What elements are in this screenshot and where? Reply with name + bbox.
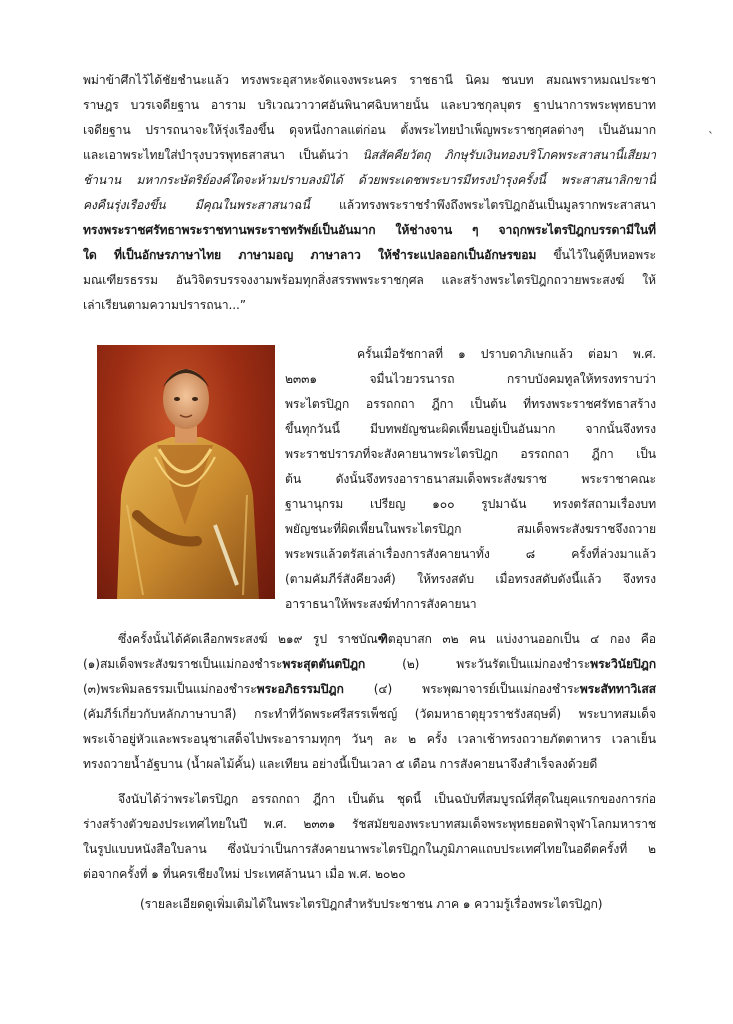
text-line: ๒๓๓๑ จมื่นไวยวรนารถ กราบบังคมทูลให้ทรงทราบว่า (285, 372, 656, 386)
text-segment: ตอุบาสก ๓๒ คน แบ่งงานออกเป็น ๔ กอง คือ (387, 632, 656, 646)
text-line (83, 247, 656, 263)
text-line: พม่าข้าศึกไว้ได้ชัยชำนะแล้ว ทรงพระอุสาหะจัดแจงพระนคร ราชธานี นิคม ชนบท สมณพราหมณประชา (83, 73, 656, 87)
text-line: พยัญชนะที่ผิดเพี้ยนในพระไตรปิฎก สมเด็จพระสังฆราชจึงถวาย (285, 522, 656, 536)
text-line: (รายละเอียดดูเพิ่มเติมได้ในพระไตรปิฎกสำหรับประชาชน ภาค ๑ ความรู้เรื่องพระไตรปิฎก) (140, 897, 603, 911)
text-segment: และเอาพระไทยใส่บำรุงบวรพุทธสาสนา เป็นต้นว่า (83, 148, 363, 162)
text-segment: พระวินัยปิฎก (590, 657, 656, 671)
text-line: ราษฎร บวรเจดียฐาน อาราม บริเวณวาวาศอันพินาศฉิบหายนั้น และบวชกุลบุตร ฐาปนาการพระพุทธบาท (83, 98, 656, 112)
text-segment: ซึ่งครั้งนั้นได้คัดเลือกพระสงฆ์ ๒๑๙ รูป ราชบัณ (118, 632, 378, 646)
text-line: พระเจ้าอยู่หัวและพระอนุชาเสด็จไปพระอารามทุกๆ วันๆ ละ ๒ ครั้ง เวลาเช้าทรงถวายภัตตาหาร เวลาเย็น (83, 732, 656, 746)
text-line: ในรูปแบบหนังสือใบลาน ซึ่งนับว่าเป็นการสังคายนาพระไตรปิฎกในภูมิภาคแถบประเทศไทยในอดีตครั้งที่ ๒ (83, 842, 656, 856)
text-line (83, 172, 656, 188)
text-segment: ช้านาน มหากระษัตริย์องค์ใดจะห้ามปราบลงมิได้ ด้วยพระเดชพระบารมีทรงบำรุงครั้งนี้ พระสาสนาลิกขานี้ (83, 173, 656, 187)
text-line: พระพรแล้วตรัสเล่าเรื่องการสังคายนาทั้ง ๘ ครั้งที่ล่วงมาแล้ว (285, 547, 656, 561)
text-segment: (๓)พระพิมลธรรมเป็นแม่กองชำระ (83, 682, 257, 696)
king-portrait-image (97, 345, 275, 599)
text-segment: พระสุตตันตปิฎก (282, 657, 366, 671)
text-line (83, 197, 656, 213)
text-line: ทรงถวายน้ำอัฐบาน (น้ำผลไม้คั้น) และเทียน อย่างนี้เป็นเวลา ๕ เดือน การสังคายนาจึงสำเร็จลงด้วยดี (83, 757, 598, 771)
text-segment: (๑)สมเด็จพระสังฆราชเป็นแม่กองชำระ (83, 657, 283, 671)
text-segment: พระสัททาวิเสส (579, 682, 656, 696)
text-segment: คงคืนรุ่งเรืองขึ้น มีคุณในพระสาสนาฉนี้ (83, 198, 310, 212)
text-segment: แล้วทรงพระราชรำพึงถึงพระไตรปิฎกอันเป็นมูลรากพระสาสนา (309, 198, 656, 212)
text-line: ฐานานุกรม เปรียญ ๑๐๐ รูปมาฉัน ทรงตรัสถามเรื่องบท (285, 497, 656, 511)
text-line (83, 656, 656, 672)
text-line: พระราชปรารภที่จะสังคายนาพระไตรปิฎก อรรถกถา ฎีกา เป็น (285, 447, 656, 461)
text-segment: ทรงพระราชศรัทธาพระราชทานพระราชทรัพย์เป็นอันมาก ให้ช่างจาน ๆ จาฤกพระไตรปิฎกบรรดามีในที่ (83, 223, 656, 237)
text-segment: นิสสัคคียวัตถุ ภิกษุรับเงินทองบริโภคพระสาสนานี้เสียมา (362, 148, 656, 162)
text-segment: พระอภิธรรมปิฎก (256, 682, 344, 696)
portrait-illustration (97, 345, 275, 599)
text-line: (ตามคัมภีร์สังคียวงศ์) ให้ทรงสดับ เมื่อทรงสดับดังนี้แล้ว จึงทรง (285, 572, 656, 586)
text-line: มณเฑียรธรรม อันวิจิตรบรรจงงามพร้อมทุกสิ่งสรรพพระราชกุศล และสร้างพระไตรปิฎกถวายพระสงฆ์ ให้ (83, 273, 656, 287)
text-segment: (๔) พระพุฒาจารย์เป็นแม่กองชำระ (343, 682, 580, 696)
text-segment: ขึ้นไว้ในตู้หีบหอพระ (536, 248, 656, 262)
text-line (83, 681, 656, 697)
text-segment: ฑิ (377, 632, 388, 646)
text-line: ร่างสร้างตัวของประเทศไทยในปี พ.ศ. ๒๓๓๑ รัชสมัยของพระบาทสมเด็จพระพุทธยอดฟ้าจุฬาโลกมหาราช (83, 817, 656, 831)
text-segment: ใด ที่เป็นอักษรภาษาไทย ภาษามอญ ภาษาลาว ให้ชำระแปลออกเป็นอักษรขอม (83, 248, 537, 262)
text-line: (คัมภีร์เกี่ยวกับหลักภาษาบาลี) กระทำที่วัดพระศรีสรรเพ็ชญ์ (วัดมหาธาตุยุวราชรังสฤษดิ์) พระบาทสมเด็จ (83, 707, 656, 721)
text-line: ขึ้นทุกวันนี้ มีบทพยัญชนะผิดเพี้ยนอยู่เป็นอันมาก จากนั้นจึงทรง (285, 422, 656, 436)
text-segment: (๒) พระวันรัตเป็นแม่กองชำระ (365, 657, 591, 671)
text-line: พระไตรปิฎก อรรถกถา ฎีกา เป็นต้น ที่ทรงพระราชศรัทธาสร้าง (285, 397, 656, 411)
margin-mark: ` (708, 130, 714, 144)
text-line: ครั้นเมื่อรัชกาลที่ ๑ ปราบดาภิเษกแล้ว ต่อมา พ.ศ. (357, 347, 656, 361)
text-line (83, 147, 656, 163)
text-line: ต้น ดังนั้นจึงทรงอาราธนาสมเด็จพระสังฆราช พระราชาคณะ (285, 472, 656, 486)
text-line (118, 631, 656, 647)
text-line (83, 222, 656, 238)
text-line: เจดียฐาน ปรารถนาจะให้รุ่งเรืองขึ้น ดุจหนึ่งกาลแต่ก่อน ตั้งพระไทยบำเพ็ญพระราชกุศลต่างๆ เป็นอันมาก (83, 123, 656, 137)
text-line: อาราธนาให้พระสงฆ์ทำการสังคายนา (285, 597, 477, 611)
text-line: จึงนับได้ว่าพระไตรปิฎก อรรถกถา ฎีกา เป็นต้น ชุดนี้ เป็นฉบับที่สมบูรณ์ที่สุดในยุคแรกของการก่อ (118, 792, 656, 806)
text-line: ต่อจากครั้งที่ ๑ ที่นครเชียงใหม่ ประเทศล้านนา เมื่อ พ.ศ. ๒๐๒๐ (83, 867, 406, 881)
text-line: เล่าเรียนตามความปรารถนา...” (83, 298, 246, 312)
